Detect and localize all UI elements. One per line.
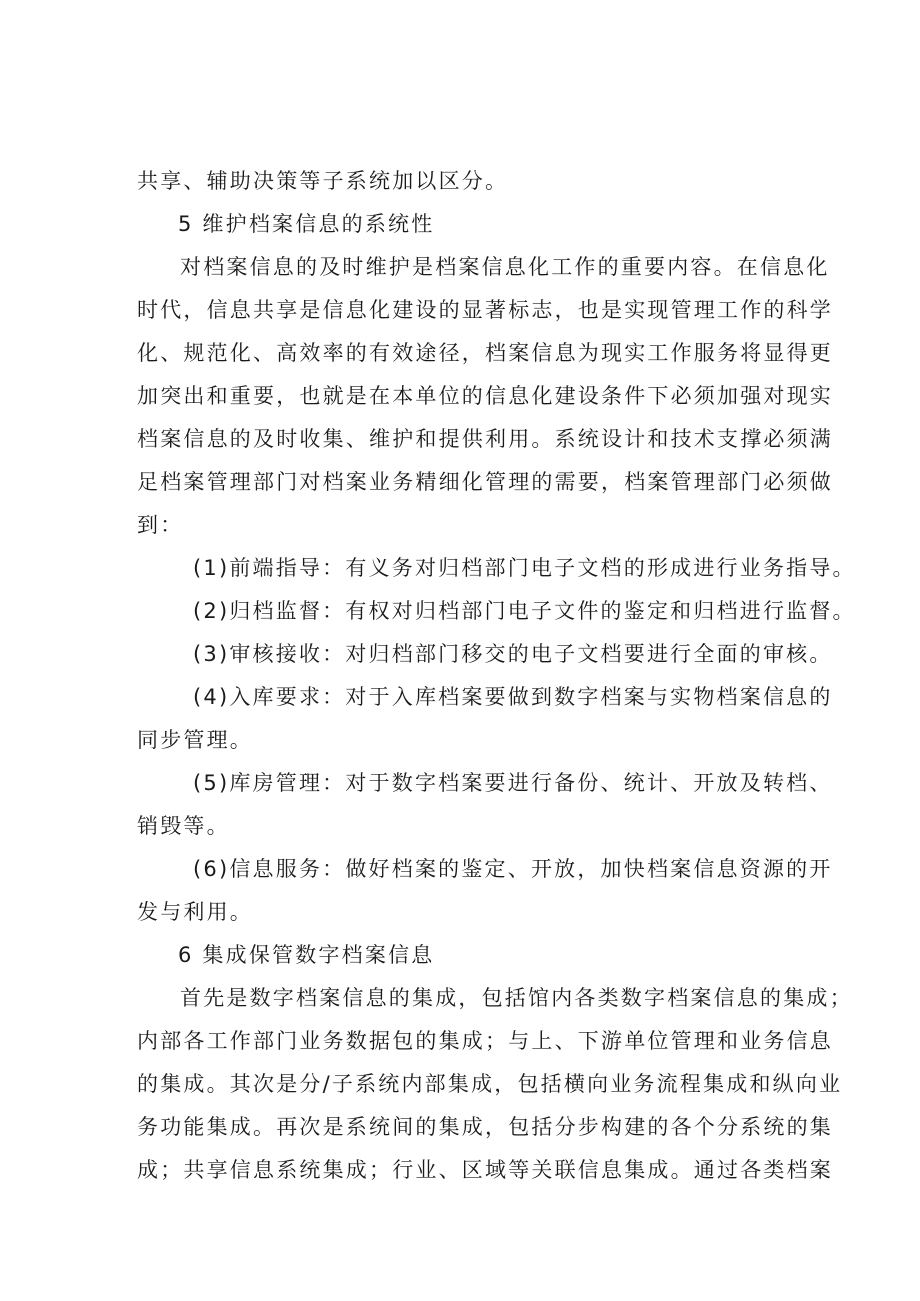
section-heading: 5 维护档案信息的系统性 xyxy=(178,212,435,236)
text-line: 的集成。其次是分/子系统内部集成，包括横向业务流程集成和纵向业 xyxy=(137,1072,843,1096)
text-line: 化、规范化、高效率的有效途径，档案信息为现实工作服务将显得更 xyxy=(137,341,833,365)
text-line: 时代，信息共享是信息化建设的显著标志，也是实现管理工作的科学 xyxy=(137,298,833,322)
list-item: (1)前端指导：有义务对归档部门电子文档的形成进行业务指导。 xyxy=(193,556,856,580)
text-line: 到： xyxy=(137,513,184,537)
text-line: 档案信息的及时收集、维护和提供利用。系统设计和技术支撑必须满 xyxy=(137,427,833,451)
list-item: (6)信息服务：做好档案的鉴定、开放，加快档案信息资源的开 xyxy=(193,857,833,881)
text-line: 加突出和重要，也就是在本单位的信息化建设条件下必须加强对现实 xyxy=(137,384,833,408)
text-line: 对档案信息的及时维护是档案信息化工作的重要内容。在信息化 xyxy=(180,255,830,279)
text-line: 成；共享信息系统集成；行业、区域等关联信息集成。通过各类档案 xyxy=(137,1158,833,1182)
text-line: 发与利用。 xyxy=(137,900,253,924)
text-line: 同步管理。 xyxy=(137,728,253,752)
text-line: 首先是数字档案信息的集成，包括馆内各类数字档案信息的集成； xyxy=(180,986,853,1010)
section-heading: 6 集成保管数字档案信息 xyxy=(178,943,435,967)
list-item: (3)审核接收：对归档部门移交的电子文档要进行全面的审核。 xyxy=(193,642,833,666)
text-line: 内部各工作部门业务数据包的集成；与上、下游单位管理和业务信息 xyxy=(137,1029,833,1053)
list-item: (2)归档监督：有权对归档部门电子文件的鉴定和归档进行监督。 xyxy=(193,599,856,623)
text-line: 足档案管理部门对档案业务精细化管理的需要，档案管理部门必须做 xyxy=(137,470,833,494)
list-item: (4)入库要求：对于入库档案要做到数字档案与实物档案信息的 xyxy=(193,685,833,709)
text-line: 务功能集成。再次是系统间的集成，包括分步构建的各个分系统的集 xyxy=(137,1115,833,1139)
text-line: 销毁等。 xyxy=(137,814,230,838)
text-line: 共享、辅助决策等子系统加以区分。 xyxy=(137,169,509,193)
list-item: (5)库房管理：对于数字档案要进行备份、统计、开放及转档、 xyxy=(193,771,833,795)
